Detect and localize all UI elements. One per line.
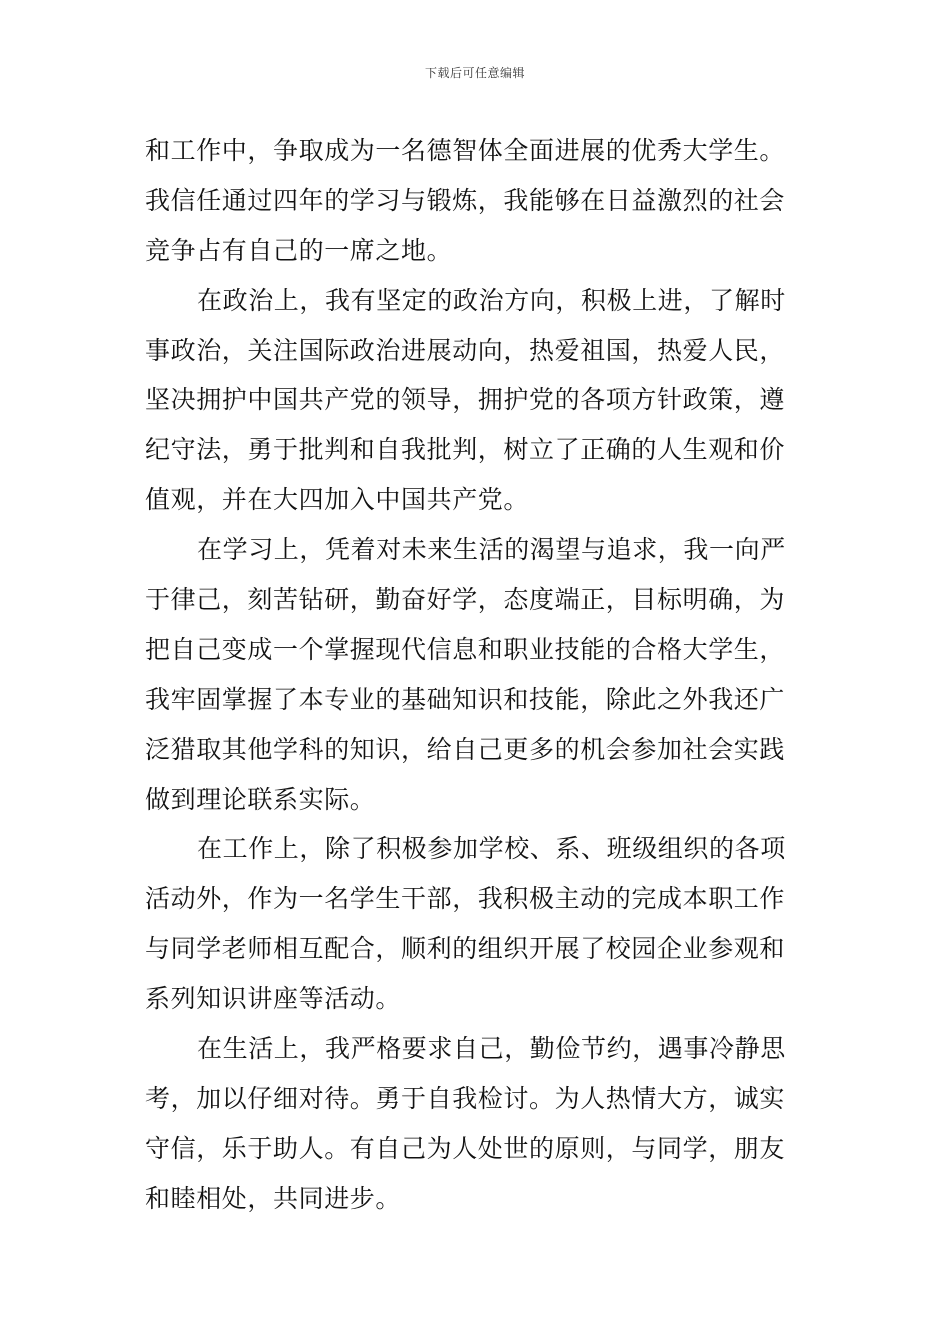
text-line: 值观，并在大四加入中国共产党。 (145, 485, 530, 515)
text-line: 于律己，刻苦钻研，勤奋好学，态度端正，目标明确，为 (145, 585, 786, 615)
text-line: 系列知识讲座等活动。 (145, 984, 402, 1014)
text-line: 守信，乐于助人。有自己为人处世的原则，与同学，朋友 (145, 1133, 786, 1163)
text-line: 在生活上，我严格要求自己，勤俭节约，遇事冷静思 (197, 1034, 786, 1064)
text-line: 坚决拥护中国共产党的领导，拥护党的各项方针政策，遵 (145, 385, 786, 415)
text-line: 我牢固掌握了本专业的基础知识和技能，除此之外我还广 (145, 684, 786, 714)
text-line: 把自己变成一个掌握现代信息和职业技能的合格大学生， (145, 634, 786, 664)
text-line: 泛猎取其他学科的知识，给自己更多的机会参加社会实践 (145, 734, 786, 764)
text-line: 活动外，作为一名学生干部，我积极主动的完成本职工作 (145, 884, 786, 914)
text-line: 与同学老师相互配合，顺利的组织开展了校园企业参观和 (145, 934, 786, 964)
text-line: 竞争占有自己的一席之地。 (145, 235, 453, 265)
text-line: 在政治上，我有坚定的政治方向，积极上进，了解时 (197, 285, 786, 315)
document-body (145, 126, 809, 1224)
text-line: 和工作中，争取成为一名德智体全面进展的优秀大学生。 (145, 136, 786, 165)
text-line: 在工作上，除了积极参加学校、系、班级组织的各项 (197, 834, 786, 864)
text-line: 考，加以仔细对待。勇于自我检讨。为人热情大方，诚实 (145, 1083, 786, 1113)
page-header: 下载后可任意编辑 (424, 66, 525, 80)
text-line: 在学习上，凭着对未来生活的渴望与追求，我一向严 (197, 535, 786, 565)
text-line: 纪守法，勇于批判和自我批判，树立了正确的人生观和价 (145, 435, 786, 465)
text-line: 事政治，关注国际政治进展动向，热爱祖国，热爱人民， (145, 335, 786, 365)
text-line: 做到理论联系实际。 (145, 784, 376, 814)
text-line: 和睦相处，共同进步。 (145, 1183, 402, 1213)
text-line: 我信任通过四年的学习与锻炼，我能够在日益激烈的社会 (145, 185, 786, 215)
